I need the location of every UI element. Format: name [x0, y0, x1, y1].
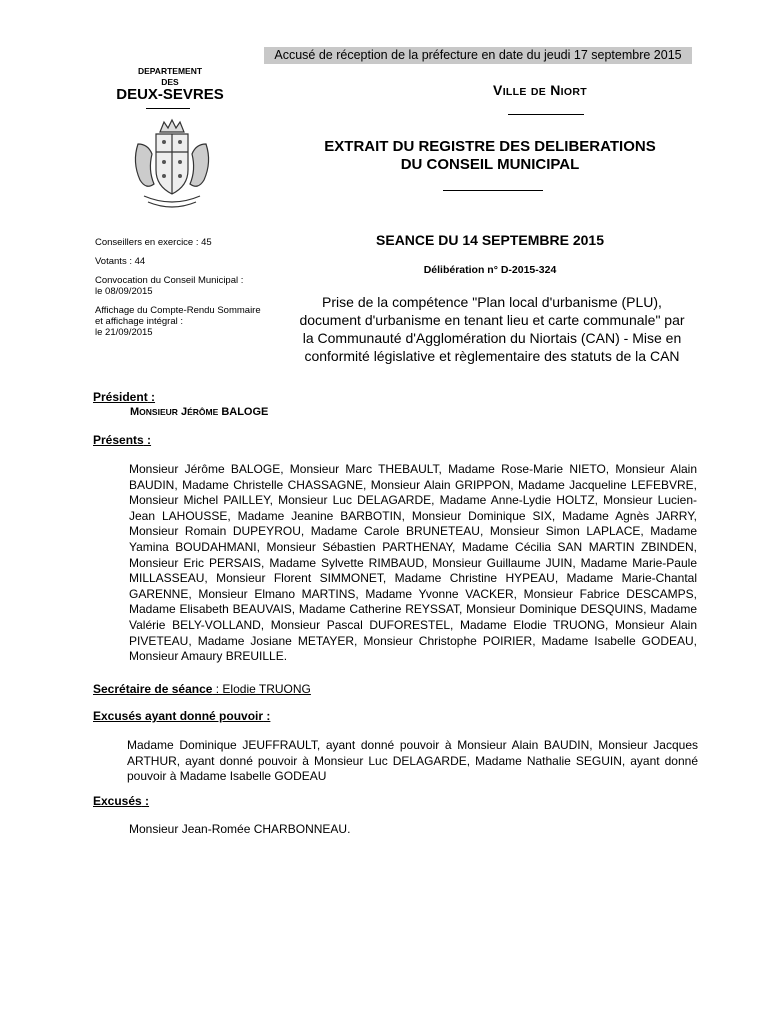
seance-date: SEANCE DU 14 SEPTEMBRE 2015	[376, 232, 604, 248]
affichage-date: le 21/09/2015	[95, 327, 153, 338]
convocation-info	[95, 275, 295, 297]
city-n: N	[550, 82, 561, 98]
title-line-2: DU CONSEIL MUNICIPAL	[400, 156, 580, 173]
city-v: V	[493, 82, 503, 98]
subject-line-1: Prise de la compétence "Plan local d'urbanisme (PLU),	[322, 294, 662, 310]
convocation-date: le 08/09/2015	[95, 286, 153, 297]
excuses-label	[93, 794, 149, 808]
conseillers-count: Conseillers en exercice : 45	[95, 237, 212, 248]
presents-list: Monsieur Jérôme BALOGE, Monsieur Marc THEBAULT, Madame Rose-Marie NIETO, Monsieur Alain BAUDIN, Madame Christelle CHASSAGNE, Monsieur Alain GRIPPON, Madame Jacqueline LEFEBVRE, Monsieur Michel PAILLEY, Monsieur Luc DELAGARDE, Madame Anne-Lydie HOLTZ, Monsieur Lucien-Jean LAHOUSSE, Madame Jeanine BARBOTIN, Monsieur Dominique SIX, Madame Agnès JARRY, Monsieur Romain DUPEYROU, Madame Carole BRUNETEAU, Monsieur Simon LAPLACE, Madame Yamina BOUDAHMANI, Monsieur Sébastien PARTHENAY, Madame Cécilia SAN MARTIN ZBINDEN, Monsieur Eric PERSAIS, Madame Sylvette RIMBAUD, Monsieur Guillaume JUIN, Madame Marie-Paule MILLASSEAU, Monsieur Florent SIMMONET, Madame Christine HYPEAU, Madame Marie-Chantal GARENNE, Monsieur Elmano MARTINS, Madame Yvonne VACKER, Monsieur Fabrice DESCAMPS, Madame Elisabeth BEAUVAIS, Madame Catherine REYSSAT, Monsieur Dominique DESQUINS, Madame Valérie BELY-VOLLAND, Monsieur Pascal DUFORESTEL, Madame Elodie TRUONG, Monsieur Alain PIVETEAU, Madame Josiane METAYER, Monsieur Christophe POIRIER, Madame Isabelle GODEAU, Monsieur Amaury BREUILLE.	[129, 462, 697, 664]
secretaire-label	[93, 682, 311, 696]
affichage-info	[95, 305, 295, 338]
president-first-initial: J	[180, 406, 188, 418]
excuses-list: Monsieur Jean-Romée CHARBONNEAU.	[129, 822, 351, 836]
document-title	[290, 138, 690, 174]
department-des: DES	[161, 77, 179, 87]
department-label: DEPARTEMENT	[137, 66, 203, 76]
affichage-label-1: Affichage du Compte-Rendu Sommaire	[95, 305, 261, 316]
president-last-name: BALOGE	[221, 406, 269, 418]
subject-line-3: la Communauté d'Agglomération du Niortais (CAN) - Mise en	[302, 330, 682, 346]
title-line-1: EXTRAIT DU REGISTRE DES DELIBERATIONS	[324, 138, 656, 155]
excuses-pouvoir-colon: :	[263, 709, 271, 723]
votants-count: Votants : 44	[95, 256, 146, 267]
prefecture-receipt-stamp: Accusé de réception de la préfecture en date du jeudi 17 septembre 2015	[264, 47, 692, 64]
city-ille: ILLE	[502, 86, 527, 98]
excuses-colon: :	[141, 794, 150, 808]
department-name: DEUX-SEVRES	[116, 86, 224, 103]
title-divider	[443, 190, 543, 191]
president-title-initial: M	[130, 406, 140, 418]
secretaire-label-text: Secrétaire de séance	[93, 682, 213, 696]
president-label	[93, 390, 155, 404]
department-divider	[146, 108, 190, 109]
deliberation-subject	[286, 293, 698, 365]
city-name	[400, 82, 680, 98]
secretaire-value: : Elodie TRUONG	[212, 682, 311, 696]
excuses-label-text: Excusés	[93, 794, 142, 808]
presents-colon: :	[143, 433, 152, 447]
excuses-pouvoir-label-text: Excusés ayant donné pouvoir	[93, 709, 264, 723]
affichage-label-2: et affichage intégral :	[95, 316, 184, 327]
president-name	[130, 406, 268, 418]
presents-label-text: Présents	[93, 433, 144, 447]
subject-line-4: conformité législative et règlementaire des statuts de la CAN	[304, 348, 680, 364]
president-first-rest: ÉRÔME	[187, 407, 219, 417]
deliberation-number: Délibération n° D-2015-324	[423, 264, 557, 276]
city-iort: IORT	[560, 86, 587, 98]
presents-label	[93, 433, 151, 447]
city-divider	[508, 114, 584, 115]
excuses-pouvoir-list: Madame Dominique JEUFFRAULT, ayant donné pouvoir à Monsieur Alain BAUDIN, Monsieur Jacques ARTHUR, ayant donné pouvoir à Monsieur Luc DELAGARDE, Madame Nathalie SEGUIN, ayant donné pouvoir à Madame Isabelle GODEAU	[127, 738, 698, 784]
excuses-pouvoir-label	[93, 709, 270, 723]
president-colon: :	[147, 390, 156, 404]
subject-line-2: document d'urbanisme en tenant lieu et carte communale" par	[299, 312, 685, 328]
president-label-text: Président	[93, 390, 148, 404]
deux-sevres-coat-of-arms-icon	[128, 114, 216, 210]
president-title-rest: ONSIEUR	[139, 407, 178, 417]
city-de: DE	[530, 86, 547, 98]
convocation-label: Convocation du Conseil Municipal :	[95, 275, 244, 286]
